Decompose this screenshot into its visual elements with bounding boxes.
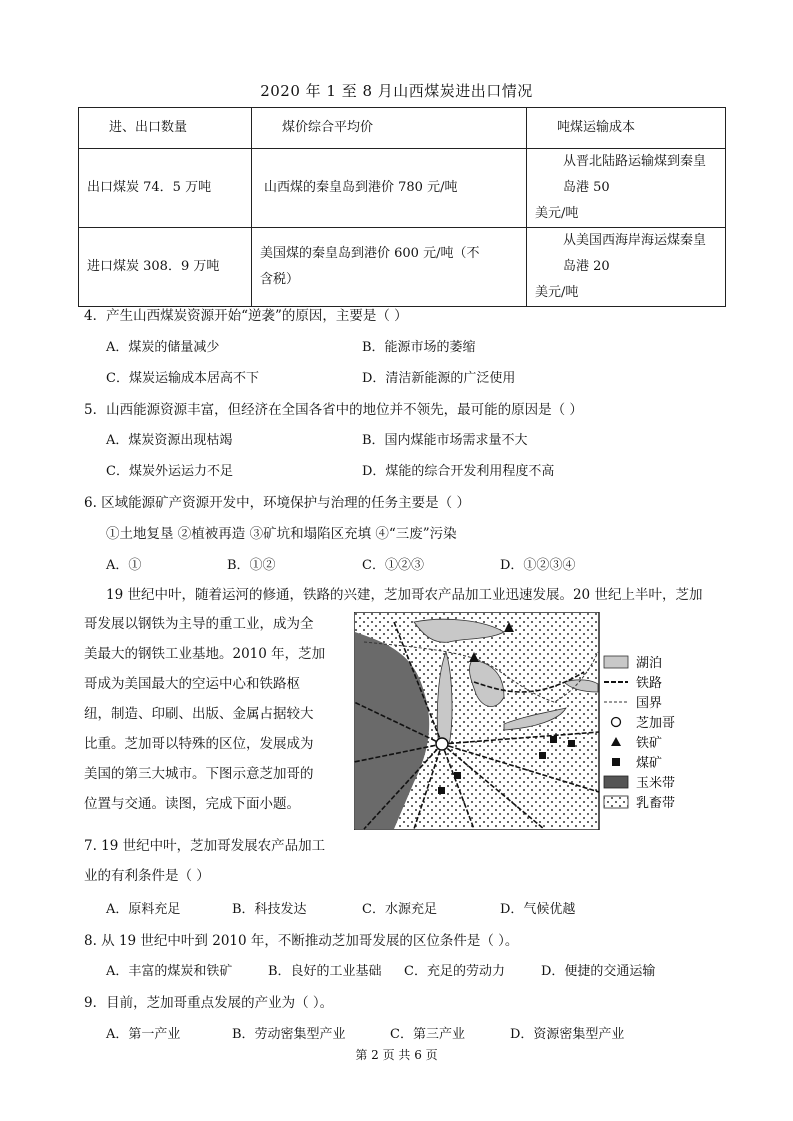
chicago-marker — [436, 738, 448, 750]
table-title: 2020 年 1 至 8 月山西煤炭进出口情况 — [260, 82, 533, 100]
map-legend — [604, 655, 675, 811]
cell-line: 美元/吨 — [535, 285, 579, 300]
q4-option-a: A．煤炭的储量减少 — [106, 340, 220, 355]
q8-option-a: A．丰富的煤炭和铁矿 — [106, 964, 233, 979]
question-7-stem-line2: 业的有利条件是（ ） — [84, 868, 210, 884]
legend-railway-label: 铁路 — [636, 676, 663, 691]
q8-option-c: C．充足的劳动力 — [404, 964, 505, 979]
legend-corn-swatch — [604, 776, 628, 788]
table-cell — [527, 228, 726, 307]
table-cell: 山西煤的秦皇岛到港价 780 元/吨 — [252, 149, 527, 228]
q9-option-b: B．劳动密集型产业 — [232, 1027, 346, 1042]
q6-option-b: B．①② — [227, 558, 276, 573]
q5-option-d: D．煤能的综合开发利用程度不高 — [362, 464, 555, 479]
cell-line: 美元/吨 — [535, 206, 579, 221]
table-row — [79, 149, 726, 228]
legend-lake-swatch — [604, 656, 628, 668]
legend-chicago-swatch — [612, 718, 621, 727]
q9-option-a: A．第一产业 — [106, 1027, 181, 1042]
legend-iron-swatch — [611, 737, 621, 746]
coal-mine-marker — [539, 752, 546, 759]
passage-line: 比重。芝加哥以特殊的区位，发展成为 — [84, 736, 314, 752]
q7-option-a: A．原料充足 — [106, 902, 181, 917]
table-cell: 进口煤炭 308．9 万吨 — [79, 228, 252, 307]
table-cell — [252, 228, 527, 307]
question-6-items: ①土地复垦 ②植被再造 ③矿坑和塌陷区充填 ④“三废”污染 — [106, 526, 457, 542]
legend-dairy-swatch — [604, 796, 628, 808]
legend-coal-swatch — [612, 758, 620, 766]
chicago-location-map — [354, 612, 690, 830]
q6-option-a: A．① — [106, 558, 142, 573]
passage-line: 19 世纪中叶，随着运河的修通，铁路的兴建，芝加哥农产品加工业迅速发展。20 世纪上半叶，芝加 — [106, 587, 703, 603]
question-5-stem: 5．山西能源资源丰富，但经济在全国各省中的地位并不领先，最可能的原因是（ ） — [84, 402, 583, 418]
q4-option-d: D．清洁新能源的广泛使用 — [362, 371, 516, 386]
legend-chicago-label: 芝加哥 — [636, 716, 676, 731]
q6-option-c: C．①②③ — [362, 558, 424, 573]
passage-line: 美最大的钢铁工业基地。2010 年，芝加 — [84, 646, 326, 662]
question-8-stem: 8. 从 19 世纪中叶到 2010 年，不断推动芝加哥发展的区位条件是（ ）。 — [84, 933, 519, 949]
table-header-price: 煤价综合平均价 — [252, 108, 527, 149]
q8-option-d: D．便捷的交通运输 — [541, 964, 656, 979]
table-header-cost: 吨煤运输成本 — [527, 108, 726, 149]
q7-option-c: C．水源充足 — [362, 902, 437, 917]
question-7-stem-line1: 7. 19 世纪中叶，芝加哥发展农产品加工 — [84, 838, 326, 854]
legend-border-label: 国界 — [636, 696, 663, 711]
cell-line: 美国煤的秦皇岛到港价 600 元/吨（不 — [260, 246, 480, 261]
coal-mine-marker — [438, 787, 445, 794]
legend-coal-label: 煤矿 — [636, 756, 663, 771]
q4-option-c: C．煤炭运输成本居高不下 — [106, 371, 259, 386]
coal-mine-marker — [454, 772, 461, 779]
cell-line: 从美国西海岸海运煤秦皇岛港 20 — [563, 233, 707, 274]
q7-option-d: D．气候优越 — [500, 902, 576, 917]
passage-line: 哥成为美国最大的空运中心和铁路枢 — [84, 676, 300, 692]
coal-mine-marker — [550, 736, 557, 743]
legend-lake-label: 湖泊 — [636, 656, 663, 671]
q5-option-b: B．国内煤能市场需求量不大 — [362, 433, 528, 448]
passage-block — [84, 609, 325, 819]
q6-option-d: D．①②③④ — [500, 558, 576, 573]
q5-option-c: C．煤炭外运运力不足 — [106, 464, 233, 479]
question-4-stem: 4．产生山西煤炭资源开始“逆袭”的原因，主要是（ ） — [84, 308, 408, 324]
question-9-stem: 9．目前，芝加哥重点发展的产业为（ ）。 — [84, 995, 334, 1011]
q4-option-b: B．能源市场的萎缩 — [362, 340, 476, 355]
q9-option-d: D．资源密集型产业 — [510, 1027, 625, 1042]
q9-option-c: C．第三产业 — [390, 1027, 465, 1042]
table-cell — [527, 149, 726, 228]
passage-line: 位置与交通。读图，完成下面小题。 — [84, 796, 300, 812]
q8-option-b: B．良好的工业基础 — [268, 964, 382, 979]
table-row — [79, 228, 726, 307]
passage-line: 纽，制造、印刷、出版、金属占据较大 — [84, 706, 314, 722]
coal-trade-table — [78, 107, 726, 307]
legend-dairy-label: 乳畜带 — [636, 796, 676, 811]
q7-option-b: B．科技发达 — [232, 902, 307, 917]
cell-line: 从晋北陆路运输煤到秦皇岛港 50 — [563, 154, 707, 195]
legend-iron-label: 铁矿 — [636, 736, 663, 751]
passage-line: 哥发展以钢铁为主导的重工业，成为全 — [84, 616, 314, 632]
passage-line: 美国的第三大城市。下图示意芝加哥的 — [84, 766, 314, 782]
question-6-stem: 6. 区域能源矿产资源开发中，环境保护与治理的任务主要是（ ） — [84, 495, 470, 511]
table-cell: 出口煤炭 74．5 万吨 — [79, 149, 252, 228]
table-header-quantity: 进、出口数量 — [79, 108, 252, 149]
legend-corn-label: 玉米带 — [636, 776, 676, 791]
cell-line: 含税） — [260, 272, 300, 287]
q5-option-a: A．煤炭资源出现枯竭 — [106, 433, 233, 448]
page-footer: 第 2 页 共 6 页 — [355, 1048, 438, 1062]
coal-mine-marker — [568, 740, 575, 747]
